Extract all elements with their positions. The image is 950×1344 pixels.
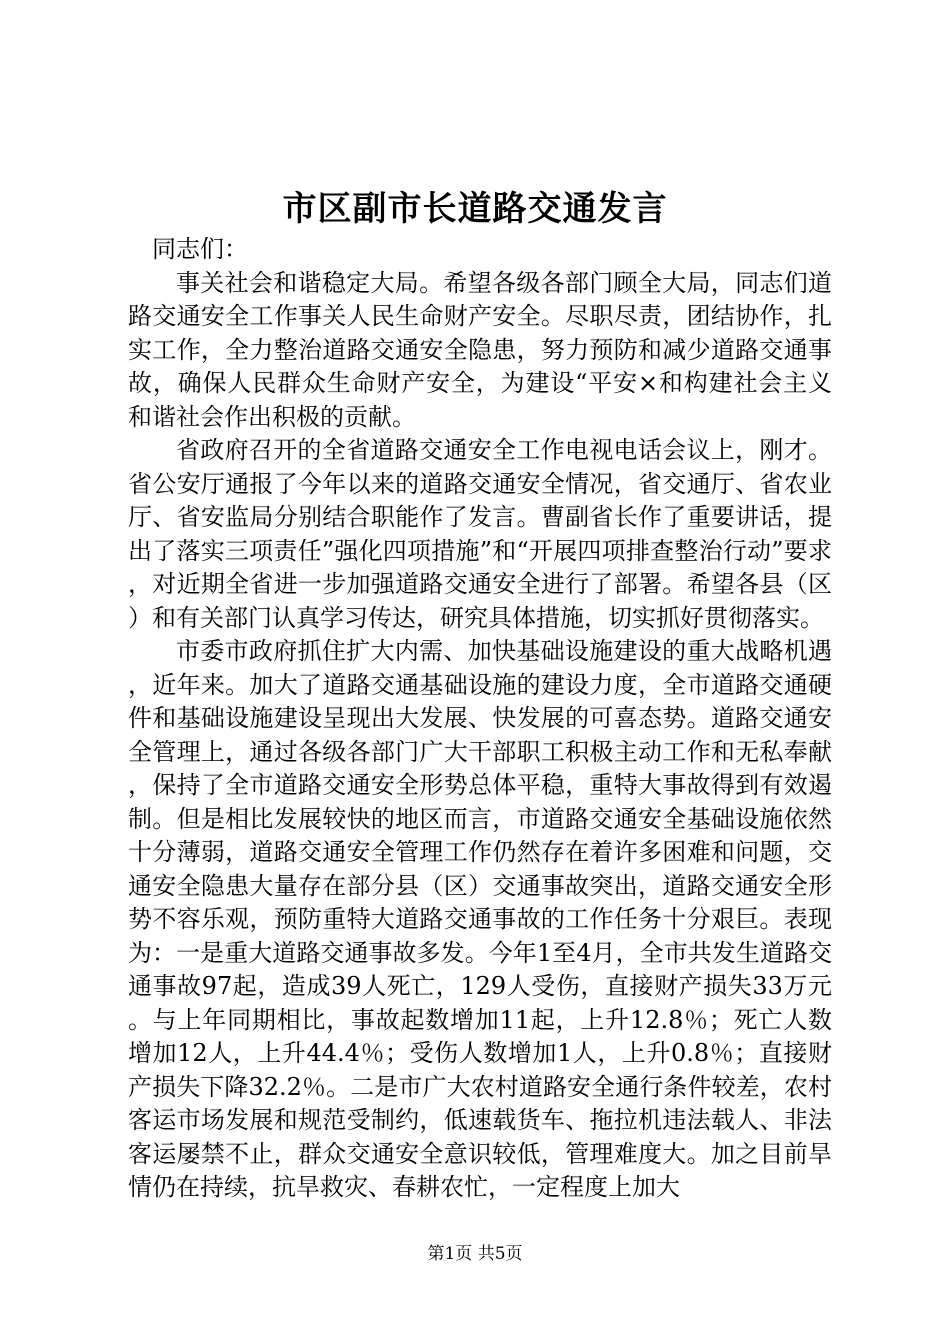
page-number-footer: 第1页 共5页 xyxy=(427,1244,523,1264)
document-body xyxy=(128,233,832,1205)
salutation: 同志们： xyxy=(152,235,248,263)
paragraph-2: 省政府召开的全省道路交通安全工作电视电话会议上，刚才。省公安厅通报了今年以来的道路交通安全情况，省交通厅、省农业厅、省安监局分别结合职能作了发言。曹副省长作了重要讲话，提出了落实三项责任”强化四项措施”和“开展四项排查整治行动”要求，对近期全省进一步加强道路交通安全进行了部署。希望各县（区）和有关部门认真学习传达，研究具体措施，切实抓好贯彻落实。 xyxy=(128,436,832,632)
paragraph-1: 事关社会和谐稳定大局。希望各级各部门顾全大局，同志们道路交通安全工作事关人民生命财产安全。尽职尽责，团结协作，扎实工作，全力整治道路交通安全隐患，努力预防和减少道路交通事故，确保人民群众生命财产安全，为建设“平安×和构建社会主义和谐社会作出积极的贡献。 xyxy=(128,268,832,431)
paragraph-3: 市委市政府抓住扩大内需、加快基础设施建设的重大战略机遇，近年来。加大了道路交通基础设施的建设力度，全市道路交通硬件和基础设施建设呈现出大发展、快发展的可喜态势。道路交通安全管理上，通过各级各部门广大干部职工积极主动工作和无私奉献，保持了全市道路交通安全形势总体平稳，重特大事故得到有效遏制。但是相比发展较快的地区而言，市道路交通安全基础设施依然十分薄弱，道路交通安全管理工作仍然存在着许多困难和问题，交通安全隐患大量存在部分县（区）交通事故突出，道路交通安全形势不容乐观，预防重特大道路交通事故的工作任务十分艰巨。表现为：一是重大道路交通事故多发。今年1至4月，全市共发生道路交通事故97起，造成39人死亡，129人受伤，直接财产损失33万元。与上年同期相比，事故起数增加11起，上升12.8％；死亡人数增加12人，上升44.4％；受伤人数增加1人，上升0.8％；直接财产损失下降32.2％。二是市广大农村道路安全通行条件较差，农村客运市场发展和规范受制约，低速载货车、拖拉机违法载人、非法客运屡禁不止，群众交通安全意识较低，管理难度大。加之目前旱情仍在持续，抗旱救灾、春耕农忙，一定程度上加大 xyxy=(128,637,832,1201)
page-title: 市区副市长道路交通发言 xyxy=(282,189,668,229)
